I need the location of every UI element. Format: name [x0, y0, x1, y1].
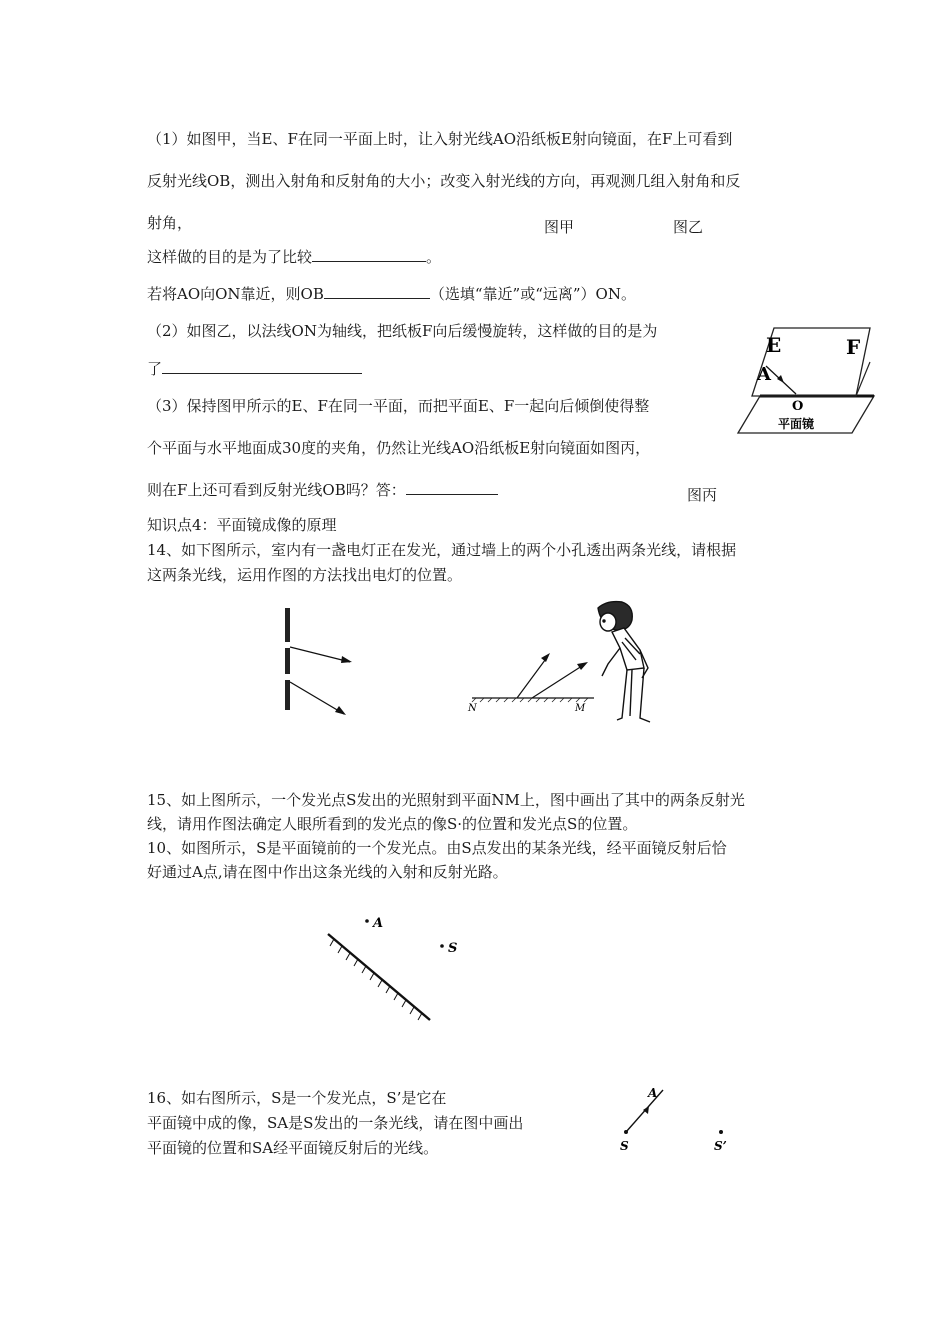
figure-wall-holes [270, 602, 370, 722]
exp-line-2: 反射光线OB，测出入射角和反射角的大小；改变入射光线的方向，再观测几组入射角和反 [147, 172, 741, 190]
label-a: A [757, 364, 771, 385]
label-s-prime: S’ [714, 1139, 727, 1153]
wall-segment-bottom [285, 680, 290, 710]
exp-line-8: （3）保持图甲所示的E、F在同一平面，而把平面E、F一起向后倾倒使得整 [147, 397, 650, 415]
label-m: M [575, 703, 586, 714]
label-f: F [846, 335, 861, 359]
answer-blank-purpose[interactable] [162, 359, 362, 374]
wall-segment-top [285, 608, 290, 642]
exp-line-4-end: 。 [426, 248, 442, 266]
figure-q16 [610, 1080, 740, 1160]
board-fold-edge [856, 362, 870, 396]
q10-line-2: 好通过A点,请在图中作出这条光线的入射和反射光路。 [147, 863, 508, 881]
exp-line-6: （2）如图乙，以法线ON为轴线，把纸板F向后缓慢旋转，这样做的目的是为 [147, 322, 658, 340]
point-s [624, 1130, 628, 1134]
q16-line-2: 平面镜中成的像，SA是S发出的一条光线，请在图中画出 [147, 1114, 524, 1132]
light-ray-upper [290, 647, 350, 662]
ray-arrowhead [777, 375, 784, 383]
q14-line-2: 这两条光线，运用作图的方法找出电灯的位置。 [147, 566, 463, 584]
point-s [440, 944, 444, 948]
label-mirror: 平面镜 [778, 417, 815, 431]
point-a [365, 919, 369, 923]
label-n: N [468, 703, 477, 714]
arrowhead-upper [341, 656, 352, 663]
caption-fig-jia: 图甲 [544, 218, 575, 236]
arrowhead-lower [335, 706, 346, 715]
figure-mirror-as [318, 908, 468, 1028]
caption-fig-bing: 图丙 [687, 486, 718, 504]
label-o: O [792, 399, 804, 414]
knowledge-point-4: 知识点4：平面镜成像的原理 [147, 516, 337, 534]
label-s: S [448, 941, 458, 956]
ray-sa-arrow [643, 1106, 649, 1114]
label-a: A [648, 1086, 658, 1100]
reflected-ray-1 [517, 656, 548, 698]
reflected-ray-2 [532, 664, 585, 698]
label-e: E [766, 333, 782, 357]
q16-line-3: 平面镜的位置和SA经平面镜反射后的光线。 [147, 1139, 439, 1157]
q10-line-1: 10、如图所示，S是平面镜前的一个发光点。由S点发出的某条光线，经平面镜反射后恰 [147, 839, 727, 857]
figure-bing [732, 322, 878, 438]
answer-blank-ob[interactable] [324, 284, 430, 299]
exp-line-5 [147, 283, 636, 304]
exp-line-1: （1）如图甲，当E、F在同一平面上时，让入射光线AO沿纸板E射向镜面，在F上可看到 [147, 130, 733, 148]
person-icon [598, 602, 650, 722]
label-a: A [373, 916, 384, 931]
exp-line-5-end: （选填“靠近”或“远离”）ON。 [429, 285, 636, 303]
answer-blank-compare[interactable] [312, 247, 426, 262]
exp-line-3: 射角， [147, 214, 193, 232]
light-ray-lower [290, 682, 344, 714]
mirror-hatching [330, 939, 422, 1020]
exp-line-4-text: 这样做的目的是为了比较 [147, 248, 313, 266]
point-s-prime [719, 1130, 723, 1134]
wall-segment-middle [285, 648, 290, 674]
exp-line-10 [147, 479, 498, 500]
label-s: S [620, 1139, 629, 1153]
reflected-ray-1-arrow [541, 653, 550, 662]
exp-line-7-text: 了 [147, 360, 163, 378]
exp-line-10-text: 则在F上还可看到反射光线OB吗？答： [147, 481, 406, 499]
mirror-line [328, 934, 430, 1020]
reflected-ray-2-arrow [577, 662, 588, 670]
exp-line-4 [147, 246, 441, 267]
q15-line-2: 线，请用作图法确定人眼所看到的发光点的像S·的位置和发光点S的位置。 [147, 815, 638, 833]
exp-line-5-text: 若将AO向ON靠近，则OB [147, 285, 324, 303]
figure-plane-nm [462, 598, 667, 738]
answer-blank-ob-visible[interactable] [406, 480, 498, 495]
q14-line-1: 14、如下图所示，室内有一盏电灯正在发光，通过墙上的两个小孔透出两条光线，请根据 [147, 541, 737, 559]
q16-line-1: 16、如右图所示，S是一个发光点，S’是它在 [147, 1089, 447, 1107]
exp-line-9: 个平面与水平地面成30度的夹角，仍然让光线AO沿纸板E射向镜面如图丙， [147, 439, 651, 457]
exp-line-7 [147, 358, 362, 379]
caption-fig-yi: 图乙 [673, 218, 704, 236]
q15-line-1: 15、如上图所示，一个发光点S发出的光照射到平面NM上，图中画出了其中的两条反射光 [147, 791, 745, 809]
